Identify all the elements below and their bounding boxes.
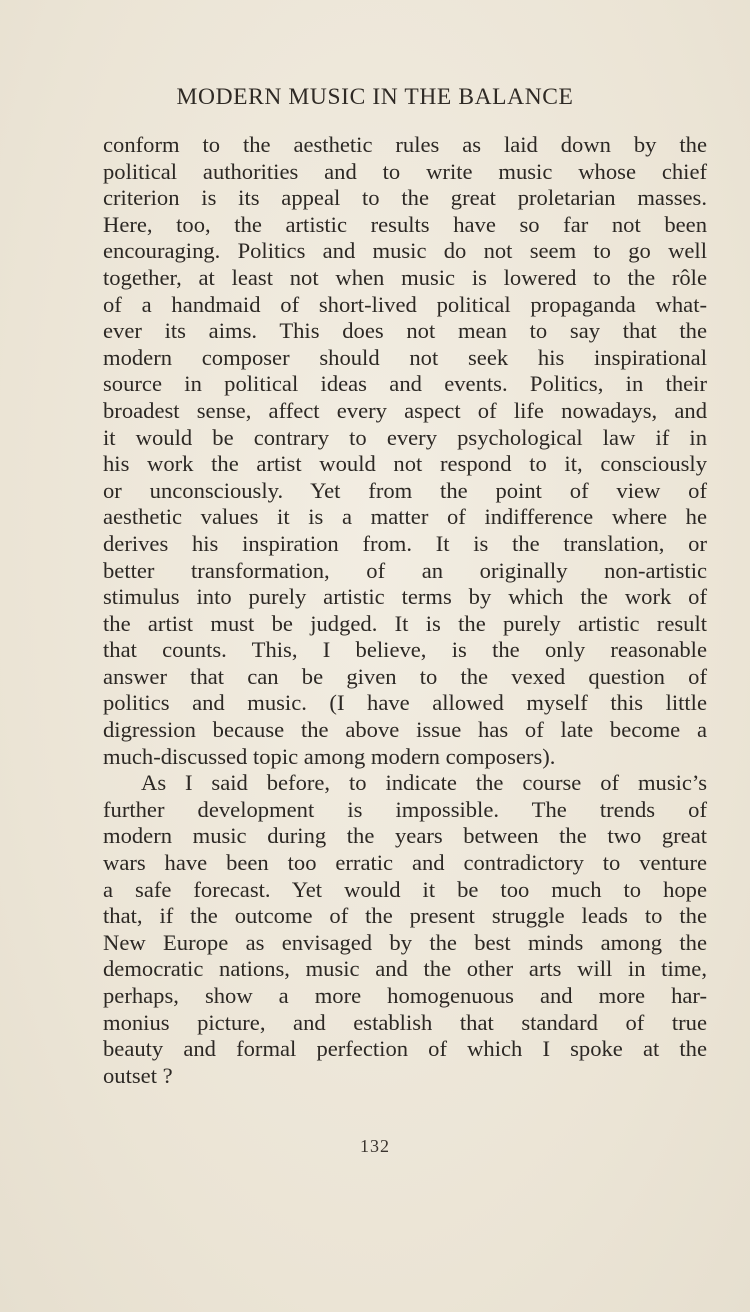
text-line: beauty and formal perfection of which I spoke at the bbox=[103, 1036, 707, 1062]
running-head: MODERN MUSIC IN THE BALANCE bbox=[176, 84, 574, 110]
text-line: modern music during the years between the two great bbox=[103, 823, 707, 849]
text-line: further development is impossible. The trends of bbox=[103, 796, 707, 822]
text-line: modern composer should not seek his inspirational bbox=[103, 344, 707, 370]
text-line: together, at least not when music is lowered to the rôle bbox=[103, 264, 707, 290]
text-line: the artist must be judged. It is the purely artistic result bbox=[103, 610, 707, 636]
text-line: answer that can be given to the vexed question of bbox=[103, 663, 707, 689]
text-line: aesthetic values it is a matter of indifference where he bbox=[103, 504, 707, 530]
text-line: conform to the aesthetic rules as laid down by the bbox=[103, 132, 707, 157]
paragraph bbox=[103, 132, 707, 770]
text-line: wars have been too erratic and contradictory to venture bbox=[103, 850, 707, 876]
text-line: source in political ideas and events. Politics, in their bbox=[103, 371, 707, 397]
text-line: of a handmaid of short-lived political propaganda what- bbox=[103, 291, 707, 317]
text-line: broadest sense, affect every aspect of life nowadays, and bbox=[103, 397, 707, 423]
text-line: much-discussed topic among modern composers). bbox=[103, 743, 556, 769]
page-number: 132 bbox=[360, 1136, 390, 1156]
text-line: democratic nations, music and the other arts will in time, bbox=[103, 956, 707, 982]
text-line: derives his inspiration from. It is the translation, or bbox=[103, 530, 707, 556]
text-line: criterion is its appeal to the great proletarian masses. bbox=[103, 185, 707, 211]
text-line: outset ? bbox=[103, 1062, 173, 1088]
text-line: his work the artist would not respond to it, consciously bbox=[103, 451, 707, 477]
text-line: that counts. This, I believe, is the only reasonable bbox=[103, 637, 707, 663]
text-line: stimulus into purely artistic terms by which the work of bbox=[103, 584, 707, 610]
text-line: political authorities and to write music whose chief bbox=[103, 158, 707, 184]
paragraph bbox=[103, 770, 707, 1089]
text-line: a safe forecast. Yet would it be too much to hope bbox=[103, 876, 707, 902]
text-line: or unconsciously. Yet from the point of view of bbox=[103, 477, 707, 503]
text-line: perhaps, show a more homogenuous and more har- bbox=[103, 983, 707, 1008]
text-line: that, if the outcome of the present struggle leads to the bbox=[103, 903, 707, 929]
text-line: New Europe as envisaged by the best minds among the bbox=[103, 929, 707, 955]
text-line: encouraging. Politics and music do not seem to go well bbox=[103, 238, 707, 264]
text-line: As I said before, to indicate the course of music’s bbox=[141, 770, 707, 796]
text-line: Here, too, the artistic results have so far not been bbox=[103, 211, 707, 237]
text-line: it would be contrary to every psychological law if in bbox=[103, 424, 707, 450]
text-line: better transformation, of an originally non-artistic bbox=[103, 557, 707, 583]
text-line: politics and music. (I have allowed myself this little bbox=[103, 690, 707, 716]
text-line: ever its aims. This does not mean to say that the bbox=[103, 318, 707, 344]
text-line: digression because the above issue has of late become a bbox=[103, 717, 707, 743]
body-text bbox=[103, 132, 707, 1089]
text-line: monius picture, and establish that standard of true bbox=[103, 1009, 707, 1035]
